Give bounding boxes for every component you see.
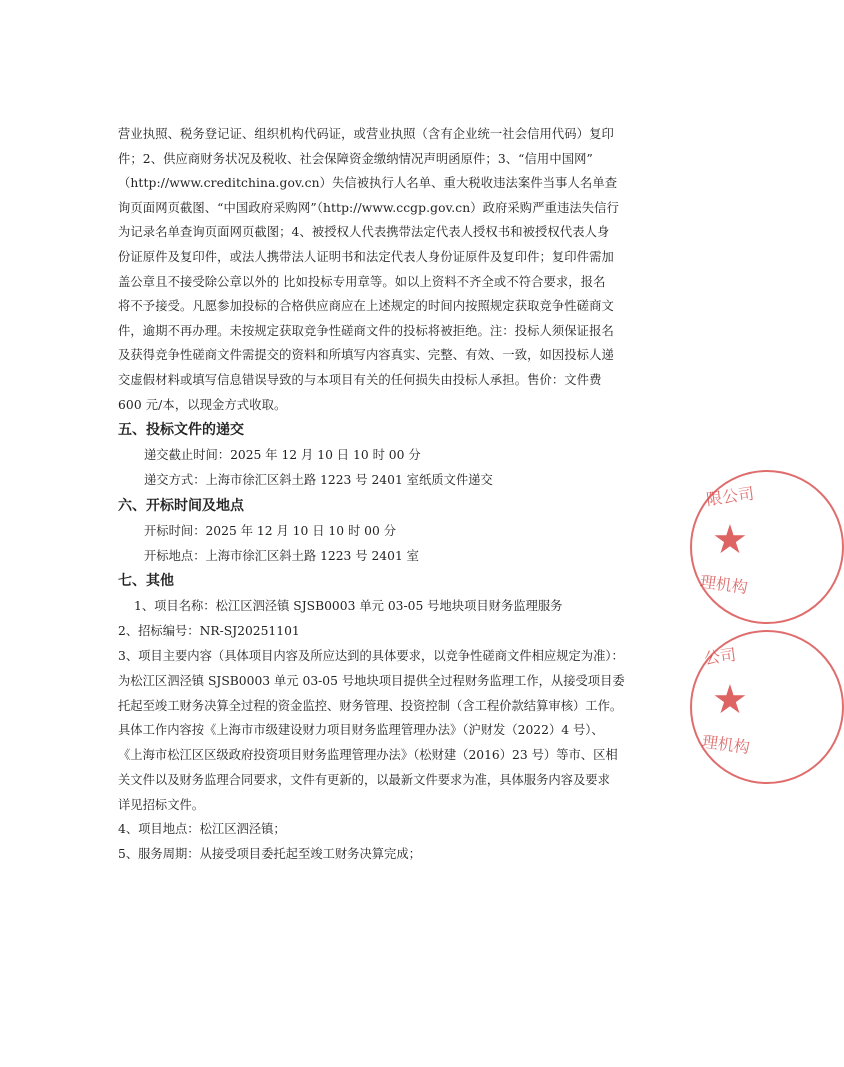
text-line: 营业执照、税务登记证、组织机构代码证，或营业执照（含有企业统一社会信用代码）复印 [118,127,614,141]
seal-text: 限公司 [705,483,756,510]
intro-paragraph [118,122,630,417]
company-seal-stamp [690,470,844,624]
text-line: （http://www.creditchina.gov.cn）失信被执行人名单、重大税收违法案件当事人名单查 [118,176,618,191]
company-seal-stamp [690,630,844,784]
item-main-content [118,644,630,818]
text-line: 为松江区泗泾镇 SJSB0003 单元 03-05 号地块项目提供全过程财务监理工作，从接受项目委 [118,673,625,688]
text-line: 件；2、供应商财务状况及税收、社会保障资金缴纳情况声明函原件；3、“信用中国网” [118,151,593,166]
text-line: 盖公章且不接受除公章以外的 比如投标专用章等。如以上资料不齐全或不符合要求，报名 [118,274,606,289]
text-line: 为记录名单查询页面网页截图；4、被授权人代表携带法定代表人授权书和被授权代表人身 [118,225,610,240]
item-service-period: 5、服务周期：从接受项目委托起至竣工财务决算完成； [118,847,421,862]
text-line: 具体工作内容按《上海市市级建设财力项目财务监理管理办法》（沪财发（2022）4 号）、 [118,723,604,738]
item-tender-number: 2、招标编号：NR-SJ20251101 [118,624,300,639]
star-icon: ★ [712,517,748,563]
text-line: 3、项目主要内容（具体项目内容及所应达到的具体要求，以竞争性磋商文件相应规定为准）： [118,648,624,663]
item-project-name: 1、项目名称：松江区泗泾镇 SJSB0003 单元 03-05 号地块项目财务监理服务 [134,599,563,614]
submission-deadline: 递交截止时间：2025 年 12 月 10 日 10 时 00 分 [144,448,421,463]
text-line: 份证原件及复印件，或法人携带法人证明书和法定代表人身份证原件及复印件；复印件需加 [118,249,614,264]
section-5-heading: 五、投标文件的递交 [118,422,244,439]
text-line: 托起至竣工财务决算全过程的资金监控、财务管理、投资控制（含工程价款结算审核）工作。 [118,698,623,713]
opening-time: 开标时间：2025 年 12 月 10 日 10 时 00 分 [144,523,397,538]
submission-method: 递交方式：上海市徐汇区斜土路 1223 号 2401 室纸质文件递交 [144,472,493,487]
item-project-location: 4、项目地点：松江区泗泾镇； [118,822,286,837]
text-line: 询页面网页截图、“中国政府采购网”（http://www.ccgp.gov.cn）政府采购严重违法失信行 [118,200,619,215]
text-line: 600 元/本，以现金方式收取。 [118,397,287,412]
text-line: 及获得竞争性磋商文件需提交的资料和所填写内容真实、完整、有效、一致，如因投标人递 [118,348,614,363]
seal-text: 公司 [702,644,738,669]
star-icon: ★ [712,677,748,723]
text-line: 《上海市松江区区级政府投资项目财务监理管理办法》（松财建（2016）23 号）等市、区相 [118,748,618,763]
text-line: 详见招标文件。 [118,797,205,812]
opening-place: 开标地点：上海市徐汇区斜土路 1223 号 2401 室 [144,548,419,563]
text-line: 关文件以及财务监理合同要求，文件有更新的，以最新文件要求为准，具体服务内容及要求 [118,772,610,787]
section-7-heading: 七、其他 [118,573,174,590]
seal-text: 理机构 [700,731,751,758]
document-body [118,122,630,867]
text-line: 件，逾期不再办理。未按规定获取竞争性磋商文件的投标将被拒绝。注：投标人须保证报名 [118,323,614,338]
seal-text: 理机构 [698,571,749,598]
text-line: 交虚假材料或填写信息错误导致的与本项目有关的任何损失由投标人承担。售价：文件费 [118,372,602,387]
text-line: 将不予接受。凡愿参加投标的合格供应商应在上述规定的时间内按照规定获取竞争性磋商文 [118,299,614,314]
section-6-heading: 六、开标时间及地点 [118,497,244,514]
